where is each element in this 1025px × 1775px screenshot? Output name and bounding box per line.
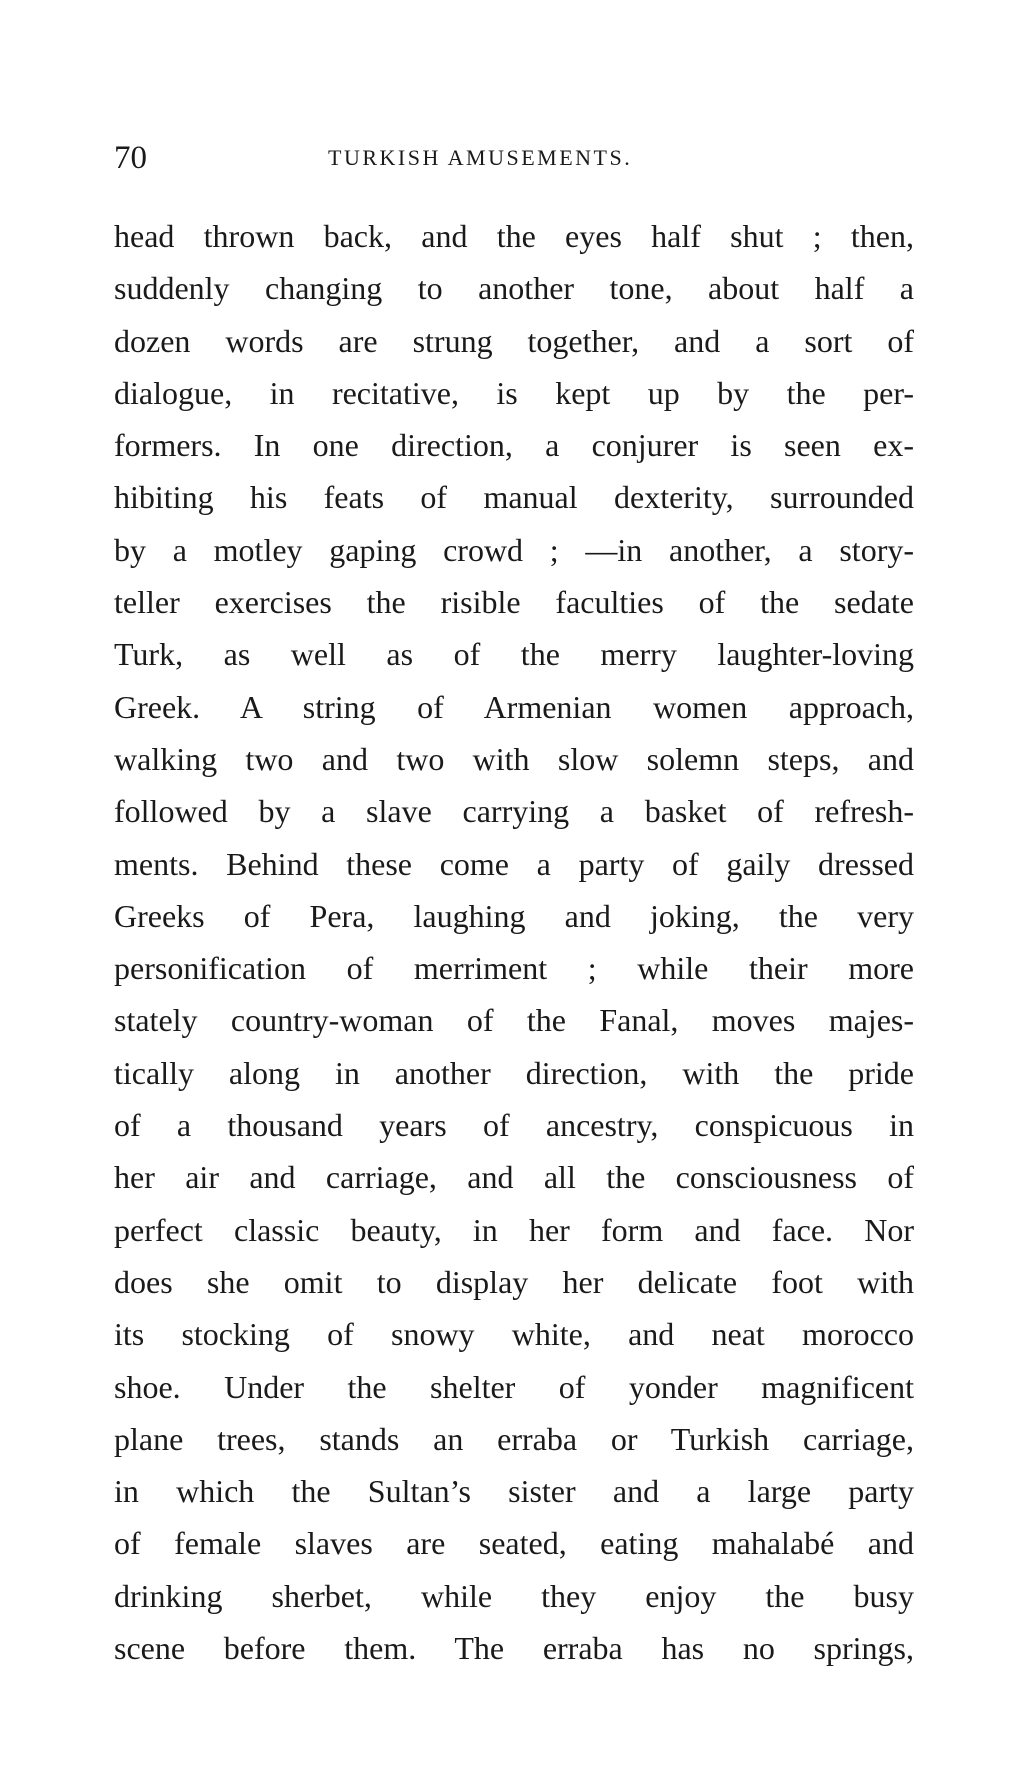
text-line: Turk, as well as of the merry laughter-loving xyxy=(114,636,914,673)
text-line: drinking sherbet, while they enjoy the busy xyxy=(114,1577,914,1614)
text-line: suddenly changing to another tone, about half a xyxy=(114,270,914,307)
text-line: tically along in another direction, with the pride xyxy=(114,1054,914,1091)
text-line: plane trees, stands an erraba or Turkish carriage, xyxy=(114,1420,914,1457)
text-line: in which the Sultan’s sister and a large party xyxy=(114,1473,914,1510)
text-line: Greek. A string of Armenian women approach, xyxy=(114,688,914,725)
text-line: head thrown back, and the eyes half shut ; then, xyxy=(114,218,914,254)
text-line: ments. Behind these come a party of gaily dressed xyxy=(114,845,914,882)
running-head xyxy=(114,138,914,178)
text-line: hibiting his feats of manual dexterity, surrounded xyxy=(114,479,914,516)
body-text xyxy=(114,210,914,1674)
text-line: dialogue, in recitative, is kept up by the per- xyxy=(114,374,914,411)
text-line: of a thousand years of ancestry, conspicuous in xyxy=(114,1107,914,1144)
text-line: does she omit to display her delicate foot with xyxy=(114,1263,914,1300)
text-line: her air and carriage, and all the consciousness of xyxy=(114,1159,914,1196)
running-title: TURKISH AMUSEMENTS. xyxy=(328,145,633,170)
text-line: followed by a slave carrying a basket of refresh- xyxy=(114,793,914,830)
text-line: perfect classic beauty, in her form and face. Nor xyxy=(114,1211,914,1248)
page-number: 70 xyxy=(114,140,147,176)
text-line: by a motley gaping crowd ; —in another, a story- xyxy=(114,531,914,568)
text-line: shoe. Under the shelter of yonder magnificent xyxy=(114,1368,914,1405)
text-line: of female slaves are seated, eating mahalabé and xyxy=(114,1525,914,1562)
text-line: teller exercises the risible faculties of the sedate xyxy=(114,584,914,621)
text-line: scene before them. The erraba has no springs, xyxy=(114,1630,914,1667)
text-line: personification of merriment ; while their more xyxy=(114,950,914,987)
text-line: its stocking of snowy white, and neat morocco xyxy=(114,1316,914,1353)
text-line: walking two and two with slow solemn steps, and xyxy=(114,740,914,777)
text-line: stately country-woman of the Fanal, moves majes- xyxy=(114,1002,914,1039)
text-line: dozen words are strung together, and a sort of xyxy=(114,322,914,359)
text-line: Greeks of Pera, laughing and joking, the very xyxy=(114,897,914,934)
text-line: formers. In one direction, a conjurer is seen ex- xyxy=(114,427,914,464)
